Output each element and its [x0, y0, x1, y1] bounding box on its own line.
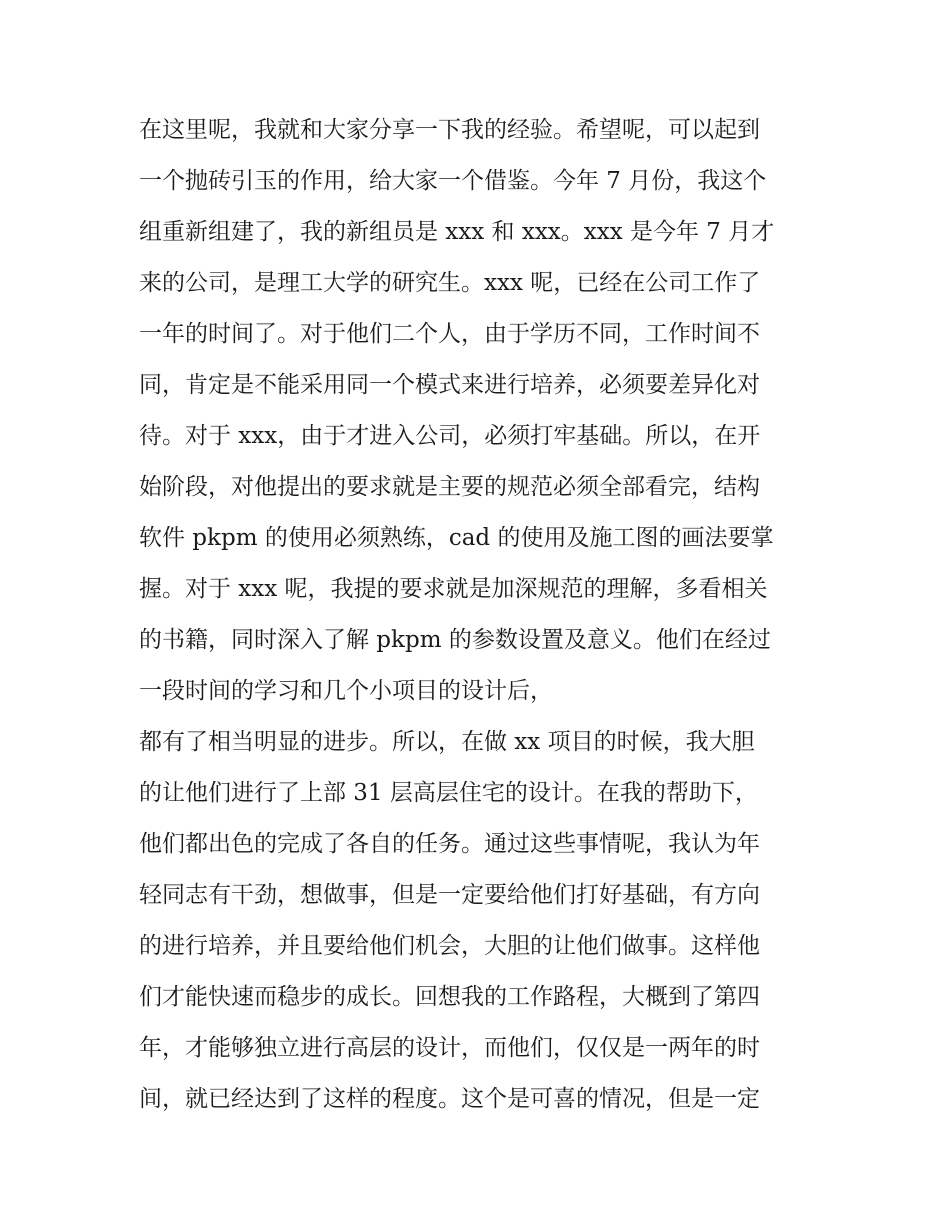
text-line: 们才能快速而稳步的成长。回想我的工作路程，大概到了第四 [139, 984, 760, 1010]
body-text [139, 105, 839, 1125]
text-line: 年，才能够独立进行高层的设计，而他们，仅仅是一两年的时 [139, 1035, 760, 1061]
text-line: 轻同志有干劲，想做事，但是一定要给他们打好基础，有方向 [139, 882, 760, 908]
text-line: 在这里呢，我就和大家分享一下我的经验。希望呢，可以起到 [139, 117, 760, 143]
text-line: 的让他们进行了上部 31 层高层住宅的设计。在我的帮助下， [139, 780, 758, 806]
text-line: 的进行培养，并且要给他们机会，大胆的让他们做事。这样他 [139, 933, 760, 959]
text-line: 的书籍，同时深入了解 pkpm 的参数设置及意义。他们在经过 [139, 627, 771, 653]
text-line: 待。对于 xxx，由于才进入公司，必须打牢基础。所以，在开 [139, 423, 761, 449]
text-line: 他们都出色的完成了各自的任务。通过这些事情呢，我认为年 [139, 831, 760, 857]
text-line: 间，就已经达到了这样的程度。这个是可喜的情况，但是一定 [139, 1086, 760, 1112]
text-line: 组重新组建了，我的新组员是 xxx 和 xxx。xxx 是今年 7 月才 [139, 219, 775, 245]
text-line: 都有了相当明显的进步。所以，在做 xx 项目的时候，我大胆 [139, 729, 755, 755]
text-line: 一段时间的学习和几个小项目的设计后， [139, 678, 553, 704]
text-line: 握。对于 xxx 呢，我提的要求就是加深规范的理解，多看相关 [139, 576, 768, 602]
text-line: 一年的时间了。对于他们二个人，由于学历不同，工作时间不 [139, 321, 760, 347]
text-line: 始阶段，对他提出的要求就是主要的规范必须全部看完，结构 [139, 474, 760, 500]
text-line: 软件 pkpm 的使用必须熟练，cad 的使用及施工图的画法要掌 [139, 525, 774, 551]
text-line: 同，肯定是不能采用同一个模式来进行培养，必须要差异化对 [139, 372, 760, 398]
text-line: 来的公司，是理工大学的研究生。xxx 呢，已经在公司工作了 [139, 270, 761, 296]
text-line: 一个抛砖引玉的作用，给大家一个借鉴。今年 7 月份，我这个 [139, 168, 767, 194]
